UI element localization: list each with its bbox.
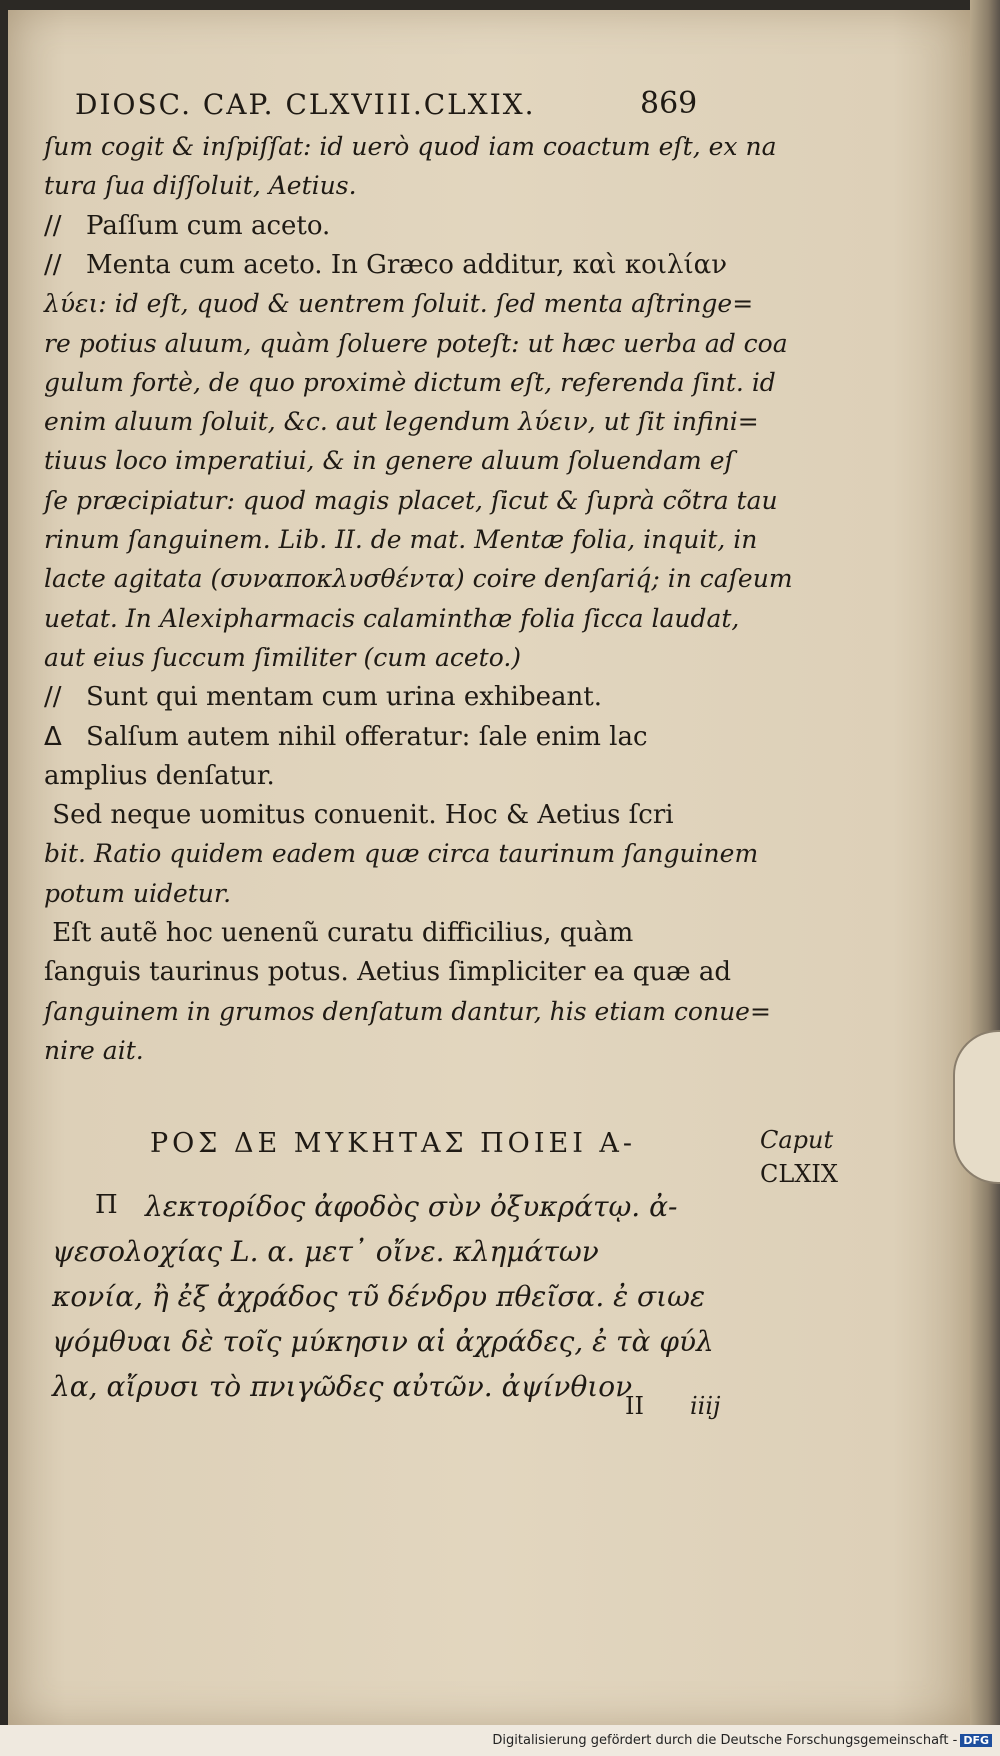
commentary-line <box>44 407 759 437</box>
commentary-line-text: ſanguinem in grumos denſatum dantur, his etiam conue= <box>44 996 771 1026</box>
commentary-line <box>44 643 521 673</box>
commentary-line <box>44 957 731 987</box>
commentary-line-text: nire ait. <box>44 1035 144 1065</box>
credit-text: Digitalisierung gefördert durch die Deutsche Forschungsgemeinschaft - <box>492 1733 958 1748</box>
marginal-mark-icon: // <box>44 682 62 713</box>
commentary-line <box>44 525 757 555</box>
commentary-line <box>44 1036 144 1066</box>
commentary-line <box>44 918 633 948</box>
commentary-line <box>44 486 778 516</box>
commentary-line-text: potum uidetur. <box>44 878 232 908</box>
commentary-line-text: re potius aluum, quàm ſoluere poteſt: ut hæc uerba ad coa <box>44 328 788 358</box>
commentary-line <box>44 604 739 634</box>
commentary-line-text: tura ſua diſſoluit, Aetius. <box>44 171 357 201</box>
commentary-line-text: ſanguis taurinus potus. Aetius ſimpliciter ea quæ ad <box>44 957 732 988</box>
commentary-line-text: rinum ſanguinem. Lib. II. de mat. Mentæ folia, inquit, in <box>44 525 758 554</box>
running-head: DIOSC. CAP. CLXVIII.CLXIX. <box>75 88 536 121</box>
book-clasp <box>953 1030 1000 1184</box>
greek-line: λεκτορίδος ἀφοδὸς σὺν ὀξυκράτῳ. ἀ- <box>145 1190 678 1223</box>
signature-mark-2: iiij <box>690 1392 721 1420</box>
margin-chapter-number: CLXIX <box>760 1160 838 1188</box>
commentary-line-text: Menta cum aceto. In Græco additur, καὶ κοιλίαν <box>86 249 728 280</box>
margin-caput: Caput <box>760 1126 834 1154</box>
commentary-line <box>44 800 674 830</box>
page-edge <box>970 0 1000 1756</box>
greek-line: κονία, ἢ ἐξ ἀχράδος τῦ δένδρυ πθεῖσα. ἐ σιωε <box>52 1280 706 1313</box>
commentary-line-text: ſe præcipiatur: quod magis placet, ſicut & ſuprà cõtra tau <box>44 485 778 515</box>
commentary-line <box>44 682 602 712</box>
commentary-line <box>44 171 357 201</box>
commentary-line <box>44 564 793 594</box>
commentary-line <box>44 132 776 162</box>
commentary-line <box>44 368 776 398</box>
greek-line: ψόμθυαι δὲ τοῖς μύκησιν αἱ ἀχράδες, ἐ τὰ φύλ <box>52 1325 714 1358</box>
commentary-line <box>44 211 330 241</box>
signature-mark: II <box>625 1392 644 1420</box>
commentary-line <box>44 997 771 1027</box>
commentary-line <box>44 289 753 319</box>
greek-line: λα, αἴρυσι τὸ πνιγῶδες αὐτῶν. ἀψίνθιον <box>52 1370 633 1403</box>
commentary-line-text: enim aluum ſoluit, &c. aut legendum λύειν, ut ſit infini= <box>44 407 759 437</box>
commentary-line-text: uetat. In Alexipharmacis calaminthæ folia ſicca laudat, <box>44 603 740 633</box>
commentary-line <box>44 839 758 869</box>
greek-line: ψεσολοχίας L. α. μετ᾽ οἴνε. κλημάτων <box>52 1235 599 1268</box>
marginal-mark-icon: // <box>44 249 62 280</box>
commentary-line-text: tiuus loco imperatiui, & in genere aluum ſoluendam eſ <box>44 446 734 476</box>
commentary-line <box>44 761 275 791</box>
commentary-line-text: Eſt autẽ hoc uenenũ curatu difficilius, quàm <box>44 918 634 948</box>
delta-mark-icon: Δ <box>44 721 62 752</box>
commentary-line-text: Sed neque uomitus conuenit. Hoc & Aetius ſcri <box>44 800 674 831</box>
commentary-line-text: lacte agitata (συναποκλυσθέντα) coire denſariq́; in caſeum <box>44 564 793 594</box>
commentary-line <box>44 446 734 476</box>
dfg-logo: DFG <box>960 1734 992 1747</box>
chapter-heading: ΡΟΣ ΔΕ ΜΥΚΗΤΑΣ ΠΟΙΕΙ Α- <box>150 1128 637 1159</box>
commentary-line-text: Paſſum cum aceto. <box>86 210 331 241</box>
commentary-line <box>44 879 231 909</box>
commentary-line-text: Salſum autem nihil offeratur: ſale enim lac <box>86 721 648 752</box>
page-number: 869 <box>640 86 698 121</box>
commentary-line-text: ſum cogit & inſpiſſat: id uerò quod iam coactum eſt, ex na <box>44 132 777 161</box>
commentary-line-text: aut eius ſuccum ſimiliter (cum aceto.) <box>44 642 522 672</box>
digitization-credit <box>492 1733 992 1748</box>
commentary-line <box>44 722 648 752</box>
commentary-line-text: amplius denſatur. <box>44 760 275 791</box>
commentary-line <box>44 250 727 280</box>
chapter-initial: Π <box>95 1190 118 1220</box>
commentary-line-text: λύει: id eſt, quod & uentrem ſoluit. ſed menta aſtringe= <box>44 289 754 319</box>
commentary-line-text: gulum fortè, de quo proximè dictum eſt, referenda ſint. id <box>44 367 776 397</box>
commentary-line <box>44 329 788 359</box>
commentary-line-text: bit. Ratio quidem eadem quæ circa taurinum ſanguinem <box>44 839 759 869</box>
marginal-mark-icon: // <box>44 210 62 241</box>
commentary-line-text: Sunt qui mentam cum urina exhibeant. <box>86 682 602 713</box>
